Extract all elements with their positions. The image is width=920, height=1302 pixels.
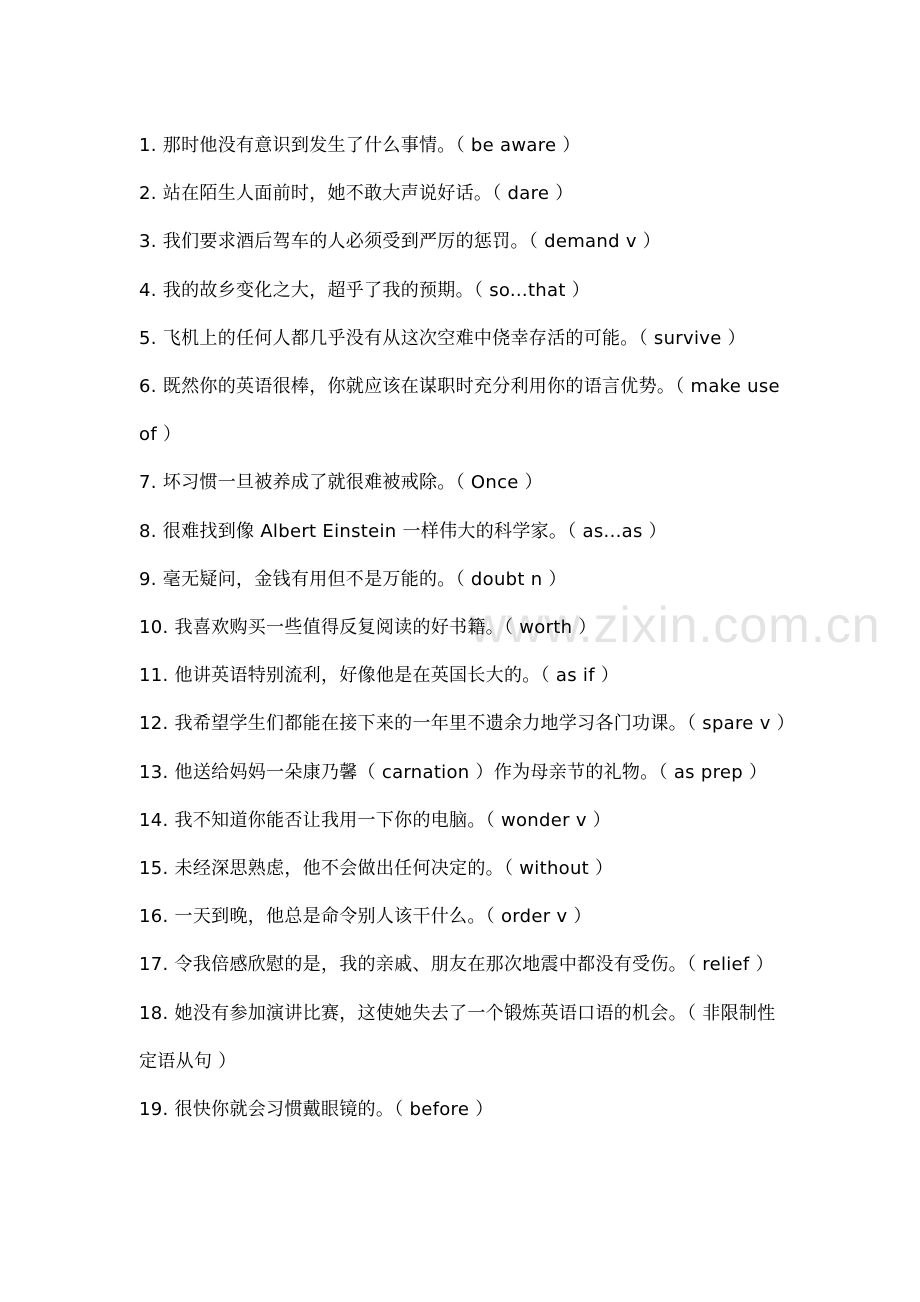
exercise-item-5: 5. 飞机上的任何人都几乎没有从这次空难中侥幸存活的可能。（ survive ） [139, 327, 746, 349]
exercise-item-10: 10. 我喜欢购买一些值得反复阅读的好书籍。（ worth ） [139, 617, 597, 639]
exercise-item-8: 8. 很难找到像 Albert Einstein 一样伟大的科学家。（ as...as ） [139, 520, 667, 542]
exercise-item-4: 4. 我的故乡变化之大，超乎了我的预期。（ so...that ） [139, 279, 591, 301]
exercise-item-16: 16. 一天到晚，他总是命令别人该干什么。（ order v ） [139, 906, 592, 928]
exercise-list [139, 122, 795, 1134]
exercise-item-15: 15. 未经深思熟虑，他不会做出任何决定的。（ without ） [139, 858, 614, 880]
exercise-item-13: 13. 他送给妈妈一朵康乃馨（ carnation ）作为母亲节的礼物。（ as prep ） [139, 761, 768, 783]
exercise-item-19: 19. 很快你就会习惯戴眼镜的。（ before ） [139, 1099, 494, 1121]
exercise-item-12: 12. 我希望学生们都能在接下来的一年里不遗余力地学习各门功课。（ spare v ） [139, 713, 795, 735]
exercise-item-1: 1. 那时他没有意识到发生了什么事情。（ be aware ） [139, 135, 581, 156]
exercise-item-3: 3. 我们要求酒后驾车的人必须受到严厉的惩罚。（ demand v ） [139, 231, 662, 253]
exercise-item-2: 2. 站在陌生人面前时，她不敢大声说好话。（ dare ） [139, 183, 574, 205]
exercise-item-11: 11. 他讲英语特别流利，好像他是在英国长大的。（ as if ） [139, 665, 620, 687]
exercise-item-6: 6. 既然你的英语很棒，你就应该在谋职时充分利用你的语言优势。（ make use of ） [139, 376, 786, 446]
exercise-item-17: 17. 令我倍感欣慰的是，我的亲戚、朋友在那次地震中都没有受伤。（ relief ） [139, 954, 774, 976]
exercise-item-14: 14. 我不知道你能否让我用一下你的电脑。（ wonder v ） [139, 809, 612, 831]
watermark: www.zixin.com.cn [470, 597, 881, 653]
exercise-item-18: 18. 她没有参加演讲比赛，这使她失去了一个锻炼英语口语的机会。（ 非限制性定语从句 ） [139, 1002, 776, 1072]
exercise-item-9: 9. 毫无疑问，金钱有用但不是万能的。（ doubt n ） [139, 568, 567, 590]
exercise-item-7: 7. 坏习惯一旦被养成了就很难被戒除。（ Once ） [139, 472, 543, 494]
